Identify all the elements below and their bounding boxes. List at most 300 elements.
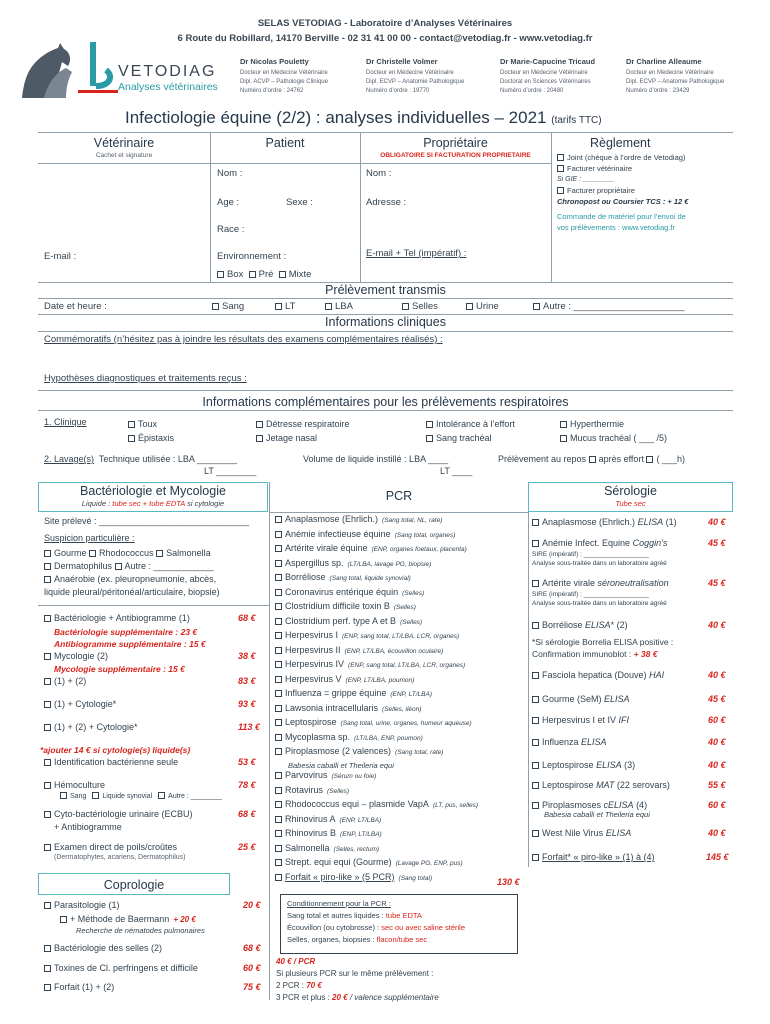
bact-item: + Antibiogramme bbox=[54, 822, 122, 832]
pcr-checkbox[interactable] bbox=[275, 574, 282, 581]
pcr-checkbox[interactable] bbox=[275, 647, 282, 654]
bact-item bbox=[44, 676, 86, 686]
sero-checkbox[interactable] bbox=[532, 739, 539, 746]
hemo-checkbox[interactable] bbox=[158, 792, 165, 799]
sero-label: Forfait* « piro-like » (1) à (4) bbox=[542, 852, 655, 862]
patient-name-label[interactable]: Nom : bbox=[217, 168, 243, 179]
hypotheses-label[interactable]: Hypothèses diagnostiques et traitements reçus : bbox=[44, 373, 247, 384]
bact-label: Cyto-bactériologie urinaire (ECBU) bbox=[54, 809, 193, 819]
pcr-name: Herpesvirus IV bbox=[285, 659, 345, 669]
vet-email-label[interactable]: E-mail : bbox=[44, 251, 77, 262]
sero-checkbox[interactable] bbox=[532, 762, 539, 769]
bact-checkbox[interactable] bbox=[44, 701, 51, 708]
payment-joint-checkbox[interactable] bbox=[557, 154, 564, 161]
bact-label: Mycologie (2) bbox=[54, 651, 109, 661]
chronopost-line: Chronopost ou Coursier TCS : + 12 € bbox=[557, 197, 689, 206]
doctor-detail-line: Numéro d’ordre : 23429 bbox=[626, 88, 690, 94]
page-title: Infectiologie équine (2/2) : analyses individuelles – 2021 (tarifs TTC) bbox=[125, 108, 602, 127]
pcr-sample: (LT/LBA, lavage PG, biopsie) bbox=[347, 560, 432, 568]
pcr-checkbox[interactable] bbox=[275, 816, 282, 823]
commemoratifs-label[interactable]: Commémoratifs (n’hésitez pas à joindre les résultats des examens complémentaires réalisés) : bbox=[44, 334, 443, 345]
pcr-sample: (Sérum ou foie) bbox=[331, 773, 377, 780]
sero-item bbox=[532, 578, 669, 588]
doctor-detail-line: Numéro d’ordre : 20480 bbox=[500, 88, 564, 94]
copro-checkbox[interactable] bbox=[60, 916, 67, 923]
volume-lt[interactable]: LT ____ bbox=[440, 466, 473, 476]
bact-label: Examen direct de poils/croûtes bbox=[54, 842, 178, 852]
site-preleve[interactable]: Site prélevé : ______________________________ bbox=[44, 516, 250, 526]
doctor-name: Dr Christelle Volmer bbox=[366, 57, 438, 66]
pcr-sample: (Sang total, NL, rate) bbox=[382, 517, 443, 524]
sero-item bbox=[532, 517, 677, 527]
sero-suffix: (3) bbox=[621, 760, 636, 770]
toux-checkbox[interactable] bbox=[128, 421, 135, 428]
bact-checkbox[interactable] bbox=[44, 653, 51, 660]
vet-header: Vétérinaire bbox=[93, 136, 155, 150]
pcr-name: Mycoplasma sp. bbox=[285, 731, 351, 742]
subcontract-note: Analyse sous-traitée dans un laboratoire agréé bbox=[532, 560, 667, 567]
pcr-name: Coronavirus entérique équin bbox=[285, 586, 399, 597]
owner-address-label[interactable]: Adresse : bbox=[366, 197, 407, 208]
bact-item bbox=[44, 651, 108, 661]
doctor-detail-line: Dipl. ECVP – Anatomie Pathologique bbox=[626, 79, 725, 85]
sero-item bbox=[532, 737, 607, 747]
copro-price: 20 € bbox=[243, 900, 261, 910]
copro-title: Coprologie bbox=[103, 878, 165, 892]
pcr-checkbox[interactable] bbox=[275, 545, 282, 552]
doctor-detail-line: Doctorat en Sciences Vétérinaires bbox=[500, 79, 591, 85]
copro-price: 60 € bbox=[243, 963, 261, 973]
copro-label: + Méthode de Baermann bbox=[70, 914, 170, 924]
vet-sub: Cachet et signature bbox=[95, 152, 153, 159]
sero-checkbox[interactable] bbox=[532, 622, 539, 629]
lavage-lt[interactable]: LT ________ bbox=[204, 466, 257, 476]
pcr-item bbox=[275, 529, 455, 539]
pcr-item bbox=[275, 587, 424, 597]
sero-label: Borréliose bbox=[542, 620, 583, 630]
gourme-checkbox[interactable] bbox=[44, 550, 51, 557]
sero-suffix: * (2) bbox=[610, 620, 628, 630]
sero-checkbox[interactable] bbox=[532, 519, 539, 526]
pcr-name: Anaplasmose (Ehrlich.) bbox=[285, 514, 379, 524]
sero-item bbox=[532, 694, 630, 704]
pre-label: Pré bbox=[258, 269, 274, 280]
pcr-item bbox=[275, 828, 382, 838]
sero-price: 60 € bbox=[708, 715, 726, 725]
pcr-item bbox=[275, 799, 478, 809]
bact-label: (1) + (2) + Cytologie* bbox=[54, 722, 138, 732]
prelev-title: Prélèvement transmis bbox=[325, 283, 446, 297]
hemo-checkbox[interactable] bbox=[60, 792, 67, 799]
pcr-name: Clostridium perf. type A et B bbox=[285, 615, 397, 626]
pcr-checkbox[interactable] bbox=[275, 516, 282, 523]
sero-price: 45 € bbox=[708, 538, 726, 548]
pcr-sample: (Selles) bbox=[400, 618, 423, 626]
sero-method: ELISA bbox=[604, 694, 630, 704]
doctor-card bbox=[366, 57, 464, 96]
bact-extra bbox=[54, 627, 197, 637]
pcr-sample: (LT/LBA, ENP, poumon) bbox=[354, 734, 423, 742]
sero-item bbox=[532, 715, 629, 725]
sero-sub: Tube sec bbox=[615, 499, 646, 508]
pcr-item bbox=[275, 543, 467, 553]
pcr-item bbox=[275, 785, 349, 795]
copro-checkbox[interactable] bbox=[44, 965, 51, 972]
pcr-checkbox[interactable] bbox=[275, 830, 282, 837]
doctor-name: Dr Nicolas Pouletty bbox=[240, 57, 309, 66]
pcr-name: Leptospirose bbox=[285, 717, 337, 727]
sero-checkbox[interactable] bbox=[532, 717, 539, 724]
sero-checkbox[interactable] bbox=[532, 830, 539, 837]
sero-method: séroneutralisation bbox=[597, 578, 669, 588]
mixte-checkbox[interactable] bbox=[279, 271, 286, 278]
mixte-label: Mixte bbox=[288, 269, 312, 280]
bact-price: 68 € bbox=[238, 613, 256, 623]
pcr-checkbox[interactable] bbox=[275, 719, 282, 726]
pcr-name: Lawsonia intracellularis bbox=[285, 702, 379, 713]
pcr-item bbox=[275, 674, 414, 684]
volume-lba[interactable]: Volume de liquide instillé : LBA ____ bbox=[303, 454, 449, 464]
bact-checkbox[interactable] bbox=[44, 678, 51, 685]
doctor-detail-line: Dipl. ACVP – Pathologie Clinique bbox=[240, 79, 328, 85]
prelev-checkbox[interactable] bbox=[466, 303, 473, 310]
hyperthermie-checkbox[interactable] bbox=[560, 421, 567, 428]
anaerobie-checkbox[interactable] bbox=[44, 576, 51, 583]
copro-price: 75 € bbox=[243, 982, 261, 992]
sero-label: Gourme (SeM) bbox=[542, 694, 602, 704]
pcr-name: Rotavirus bbox=[285, 784, 324, 795]
pcr-checkbox[interactable] bbox=[275, 589, 282, 596]
pcr-item bbox=[275, 572, 411, 582]
sero-item bbox=[532, 670, 664, 680]
pcr-checkbox[interactable] bbox=[275, 632, 282, 639]
detresse-checkbox[interactable] bbox=[256, 421, 263, 428]
prelev-checkbox[interactable] bbox=[275, 303, 282, 310]
doctor-detail-line: Docteur en Médecine Vétérinaire bbox=[240, 70, 328, 76]
dermato-checkbox[interactable] bbox=[44, 563, 51, 570]
clin-title: Informations cliniques bbox=[325, 315, 446, 329]
pcr-checkbox[interactable] bbox=[275, 618, 282, 625]
bact-price: 53 € bbox=[238, 757, 256, 767]
sero-label: Artérite virale bbox=[542, 578, 596, 588]
doctor-details bbox=[626, 69, 724, 96]
pcr-checkbox[interactable] bbox=[275, 801, 282, 808]
repos-checkbox[interactable] bbox=[589, 456, 596, 463]
hemoculture-options bbox=[60, 792, 228, 800]
sero-checkbox[interactable] bbox=[532, 580, 539, 587]
pcr-checkbox[interactable] bbox=[275, 874, 282, 881]
copro-item bbox=[60, 914, 196, 924]
pcr-item bbox=[275, 688, 432, 698]
sero-price: 145 € bbox=[706, 852, 729, 862]
pcr-3: 3 PCR et plus : 20 € / valence supplémentaire bbox=[276, 993, 439, 1002]
pcr-price: 40 € / PCR bbox=[276, 957, 316, 966]
pcr-name: Rhodococcus equi – plasmide VapA bbox=[285, 799, 429, 809]
doctor-detail-line: Dipl. ECVP – Anatomie Pathologique bbox=[366, 79, 465, 85]
prelev-label: Sang bbox=[222, 301, 245, 312]
owner-name-label[interactable]: Nom : bbox=[366, 168, 392, 179]
sero-item bbox=[532, 780, 670, 790]
mucus-checkbox[interactable] bbox=[560, 435, 567, 442]
payment-options: Joint (chèque à l’ordre de Vetodiag) Facturer vétérinaire Si GIE : ________ Facturer propriétaire Chronopost ou Coursier TCS : + 12 € Commande de matériel pour l’envoi de vos prélèvements : www.vetodiag.fr bbox=[557, 153, 689, 232]
pcr-checkbox[interactable] bbox=[275, 734, 282, 741]
pcr-checkbox[interactable] bbox=[275, 772, 282, 779]
pcr-item bbox=[275, 814, 381, 824]
sero-label: Anémie Infect. Equine bbox=[542, 538, 631, 548]
doctor-detail-line: Numéro d’ordre : 19770 bbox=[366, 88, 430, 94]
owner-header: Propriétaire bbox=[423, 136, 488, 150]
copro-item bbox=[44, 943, 162, 953]
pcr-item bbox=[275, 558, 431, 568]
pcr-checkbox[interactable] bbox=[275, 787, 282, 794]
payment-vet-checkbox[interactable] bbox=[557, 165, 564, 172]
prelev-label: Urine bbox=[476, 301, 499, 312]
sero-suffix: (1) bbox=[663, 517, 677, 527]
resp-title: Informations complémentaires pour les prélèvements respiratoires bbox=[202, 395, 569, 409]
sero-method: MAT bbox=[596, 780, 615, 790]
pcr-checkbox[interactable] bbox=[275, 845, 282, 852]
copro-extra: + 20 € bbox=[173, 915, 196, 924]
payment-owner-checkbox[interactable] bbox=[557, 187, 564, 194]
copro-label: Parasitologie (1) bbox=[54, 900, 120, 910]
sire-field[interactable]: SIRE (impératif) : __________________ bbox=[532, 591, 649, 598]
copro-price: 68 € bbox=[243, 943, 261, 953]
sero-method: ELISA bbox=[585, 620, 611, 630]
sero-checkbox[interactable] bbox=[532, 802, 539, 809]
epistaxis-checkbox[interactable] bbox=[128, 435, 135, 442]
patient-sex-label[interactable]: Sexe : bbox=[286, 197, 313, 208]
sero-checkbox[interactable] bbox=[532, 782, 539, 789]
prelev-item bbox=[325, 301, 353, 312]
logo-text: VETODIAG bbox=[118, 63, 217, 80]
hemo-label: Sang bbox=[70, 793, 87, 800]
lab-address: 6 Route du Robillard, 14170 Berville - 02 31 41 00 00 - contact@vetodiag.fr - www.vetodiag.fr bbox=[177, 33, 593, 44]
sero-babesia: Babesia caballi et Theileria equi bbox=[544, 810, 650, 819]
pcr-babesia: Babesia caballi et Theileria equi bbox=[288, 761, 394, 770]
bact-checkbox[interactable] bbox=[44, 615, 51, 622]
jetage-checkbox[interactable] bbox=[256, 435, 263, 442]
bact-checkbox[interactable] bbox=[44, 724, 51, 731]
pcr-item bbox=[275, 630, 459, 640]
sero-label: Leptospirose bbox=[542, 780, 594, 790]
sero-checkbox[interactable] bbox=[532, 540, 539, 547]
sero-price: 40 € bbox=[708, 737, 726, 747]
prelev-item bbox=[212, 301, 244, 312]
effort-checkbox[interactable] bbox=[646, 456, 653, 463]
bact-extra-text: Antibiogramme supplémentaire : 15 € bbox=[54, 639, 206, 649]
sero-price: 40 € bbox=[708, 670, 726, 680]
resp-clinique-label: 1. Clinique bbox=[44, 417, 87, 427]
pcr-sample: (ENP, LT/LBA, écouvillon oculaire) bbox=[344, 647, 444, 655]
doctor-card bbox=[626, 57, 724, 96]
sero-item bbox=[532, 538, 667, 548]
bact-item bbox=[44, 842, 177, 852]
bact-item bbox=[44, 722, 138, 732]
pcr-checkbox[interactable] bbox=[275, 859, 282, 866]
pcr-item bbox=[275, 732, 423, 742]
pcr-checkbox[interactable] bbox=[275, 531, 282, 538]
suspicion-options: Gourme Rhodococcus Salmonella Dermatophilus Autre : ____________ Anaérobie (ex. pleuropneumonie, abcès, liquide pleural/péritonéal/articulaire, biopsie) bbox=[44, 548, 220, 597]
hemo-label: Liquide synovial bbox=[102, 793, 153, 800]
sero-price: 40 € bbox=[708, 760, 726, 770]
bact-checkbox[interactable] bbox=[44, 782, 51, 789]
sero-checkbox[interactable] bbox=[532, 696, 539, 703]
doctor-name: Dr Charline Alleaume bbox=[626, 57, 702, 66]
pcr-checkbox[interactable] bbox=[275, 603, 282, 610]
patient-env-label[interactable]: Environnement : bbox=[217, 251, 287, 262]
rhodo-checkbox[interactable] bbox=[89, 550, 96, 557]
pcr-item bbox=[275, 872, 432, 882]
pcr-name: Borréliose bbox=[285, 572, 326, 582]
pcr-item bbox=[275, 514, 442, 524]
prelev-checkbox[interactable] bbox=[402, 303, 409, 310]
bact-item bbox=[44, 699, 116, 709]
prelev-label: Autre : _____________________ bbox=[543, 301, 685, 312]
sero-label: Fasciola hepatica (Douve) bbox=[542, 670, 647, 680]
bact-checkbox[interactable] bbox=[44, 844, 51, 851]
doctor-details bbox=[240, 69, 328, 96]
pcr-sample: (Selles, rectum) bbox=[333, 845, 380, 853]
pcr-name: Influenza = grippe équine bbox=[285, 688, 387, 698]
copro-note: Recherche de nématodes pulmonaires bbox=[76, 926, 205, 935]
bact-extra-text: Bactériologie supplémentaire : 23 € bbox=[54, 627, 198, 637]
sero-method: ELISA bbox=[637, 517, 664, 527]
prelev-checkbox[interactable] bbox=[212, 303, 219, 310]
prelev-label: LBA bbox=[335, 301, 353, 312]
copro-checkbox[interactable] bbox=[44, 945, 51, 952]
prelev-label: Selles bbox=[412, 301, 438, 312]
pcr-checkbox[interactable] bbox=[275, 705, 282, 712]
salmo-checkbox[interactable] bbox=[156, 550, 163, 557]
patient-header: Patient bbox=[265, 136, 305, 150]
sero-price: 45 € bbox=[708, 578, 726, 588]
pcr-sample: (Sang total) bbox=[398, 874, 433, 882]
bact-label: Hémoculture bbox=[54, 780, 106, 790]
pcr-2: 2 PCR : 70 € bbox=[276, 981, 322, 990]
pcr-checkbox[interactable] bbox=[275, 676, 282, 683]
doctor-details bbox=[500, 69, 595, 96]
sero-price: 60 € bbox=[708, 800, 726, 810]
pcr-checkbox[interactable] bbox=[275, 560, 282, 567]
hemo-label: Autre : ________ bbox=[168, 793, 222, 800]
pcr-name: Rhinovirus B bbox=[285, 828, 337, 838]
pcr-checkbox[interactable] bbox=[275, 690, 282, 697]
sero-suffix: (22 serovars) bbox=[614, 780, 670, 790]
patient-breed-label[interactable]: Race : bbox=[217, 224, 245, 235]
prelev-checkbox[interactable] bbox=[325, 303, 332, 310]
bact-item: (Dermatophytes, acariens, Dermatophilus) bbox=[54, 854, 186, 861]
bact-extra bbox=[54, 639, 206, 649]
pcr-sample: (ENP, organes foetaux, placenta) bbox=[371, 546, 467, 553]
intolerance-checkbox[interactable] bbox=[426, 421, 433, 428]
doctor-detail-line: Docteur en Médecine Vétérinaire bbox=[500, 70, 588, 76]
sero-method: ELISA bbox=[605, 828, 632, 838]
bact-item bbox=[44, 613, 190, 623]
pcr-sample: (Lavage PG, ENP, pus) bbox=[395, 860, 463, 867]
bact-price: 68 € bbox=[238, 809, 256, 819]
pcr-item bbox=[275, 601, 416, 611]
pcr-name: Strept. equi equi (Gourme) bbox=[285, 857, 392, 867]
pcr-name: Herpesvirus I bbox=[285, 630, 339, 640]
prelev-item bbox=[466, 301, 499, 312]
bact-extra-text: Mycologie supplémentaire : 15 € bbox=[54, 664, 185, 674]
doctor-card bbox=[240, 57, 328, 96]
bact-title: Bactériologie et Mycologie bbox=[80, 484, 226, 498]
pcr-multi: Si plusieurs PCR sur le même prélèvement : bbox=[276, 969, 434, 978]
prelev-checkbox[interactable] bbox=[533, 303, 540, 310]
copro-label: Toxines de Cl. perfringens et difficile bbox=[54, 963, 198, 973]
logo-horse-icon bbox=[14, 40, 124, 100]
sero-label: West Nile Virus bbox=[542, 828, 604, 838]
pcr-checkbox[interactable] bbox=[275, 661, 282, 668]
bact-label: (1) + Cytologie* bbox=[54, 699, 117, 709]
pcr-item bbox=[275, 659, 465, 669]
prelev-item bbox=[402, 301, 438, 312]
patient-age-label[interactable]: Age : bbox=[217, 197, 240, 208]
pcr-forfait-price: 130 € bbox=[497, 877, 520, 887]
owner-email-label[interactable]: E-mail + Tel (impératif) : bbox=[366, 248, 467, 259]
pcr-name: Herpesvirus V bbox=[285, 673, 342, 684]
pcr-item bbox=[275, 843, 379, 853]
copro-checkbox[interactable] bbox=[44, 902, 51, 909]
bact-checkbox[interactable] bbox=[44, 759, 51, 766]
pcr-name: Piroplasmose (2 valences) bbox=[285, 746, 392, 756]
pcr-name: Salmonella bbox=[285, 842, 330, 853]
sang-tracheal-checkbox[interactable] bbox=[426, 435, 433, 442]
bact-item bbox=[44, 780, 105, 790]
sero-method: ELISA bbox=[581, 737, 607, 747]
bact-sub: Liquide : tube sec + tube EDTA si cytologie bbox=[81, 499, 225, 508]
sero-label: Herpesvirus I et IV bbox=[542, 715, 617, 725]
pcr-name: Clostridium difficile toxin B bbox=[285, 601, 390, 611]
sero-price: 45 € bbox=[708, 694, 726, 704]
sire-field[interactable]: SIRE (impératif) : __________________ bbox=[532, 551, 649, 558]
sero-label: Influenza bbox=[542, 737, 579, 747]
sero-checkbox[interactable] bbox=[532, 672, 539, 679]
sero-method: Coggin’s bbox=[632, 538, 668, 548]
box-checkbox[interactable] bbox=[217, 271, 224, 278]
bact-extra bbox=[40, 745, 190, 755]
sero-price: 40 € bbox=[708, 828, 726, 838]
bact-label: (1) + (2) bbox=[54, 676, 87, 686]
bact-price: 83 € bbox=[238, 676, 256, 686]
pcr-checkbox[interactable] bbox=[275, 748, 282, 755]
bact-label: Bactériologie + Antibiogramme (1) bbox=[54, 613, 190, 623]
pcr-name: Rhinovirus A bbox=[285, 813, 336, 824]
pre-checkbox[interactable] bbox=[249, 271, 256, 278]
bact-checkbox[interactable] bbox=[44, 811, 51, 818]
copro-checkbox[interactable] bbox=[44, 984, 51, 991]
pcr-sample: (ENP, LT/LBA) bbox=[339, 816, 382, 824]
payment-header: Règlement bbox=[590, 136, 651, 150]
pcr-sample: (Sang total, rate) bbox=[395, 749, 444, 756]
pcr-name: Herpesvirus II bbox=[285, 644, 341, 655]
prelev-item bbox=[275, 301, 295, 312]
logo-tagline: Analyses vétérinaires bbox=[118, 81, 218, 93]
pcr-sample: (Sang total, urine, organes, humeur aqueuse) bbox=[340, 720, 472, 727]
hemo-checkbox[interactable] bbox=[92, 792, 99, 799]
sero-price: 40 € bbox=[708, 620, 726, 630]
pcr-title: PCR bbox=[385, 489, 413, 503]
doctor-name: Dr Marie-Capucine Tricaud bbox=[500, 57, 596, 66]
sero-checkbox[interactable] bbox=[532, 854, 539, 861]
sero-method: ELISA bbox=[596, 760, 622, 770]
bact-price: 113 € bbox=[238, 722, 260, 732]
prelev-date-label[interactable]: Date et heure : bbox=[44, 301, 107, 312]
bact-item bbox=[44, 757, 178, 767]
pcr-item bbox=[275, 746, 443, 756]
autre-checkbox[interactable] bbox=[115, 563, 122, 570]
